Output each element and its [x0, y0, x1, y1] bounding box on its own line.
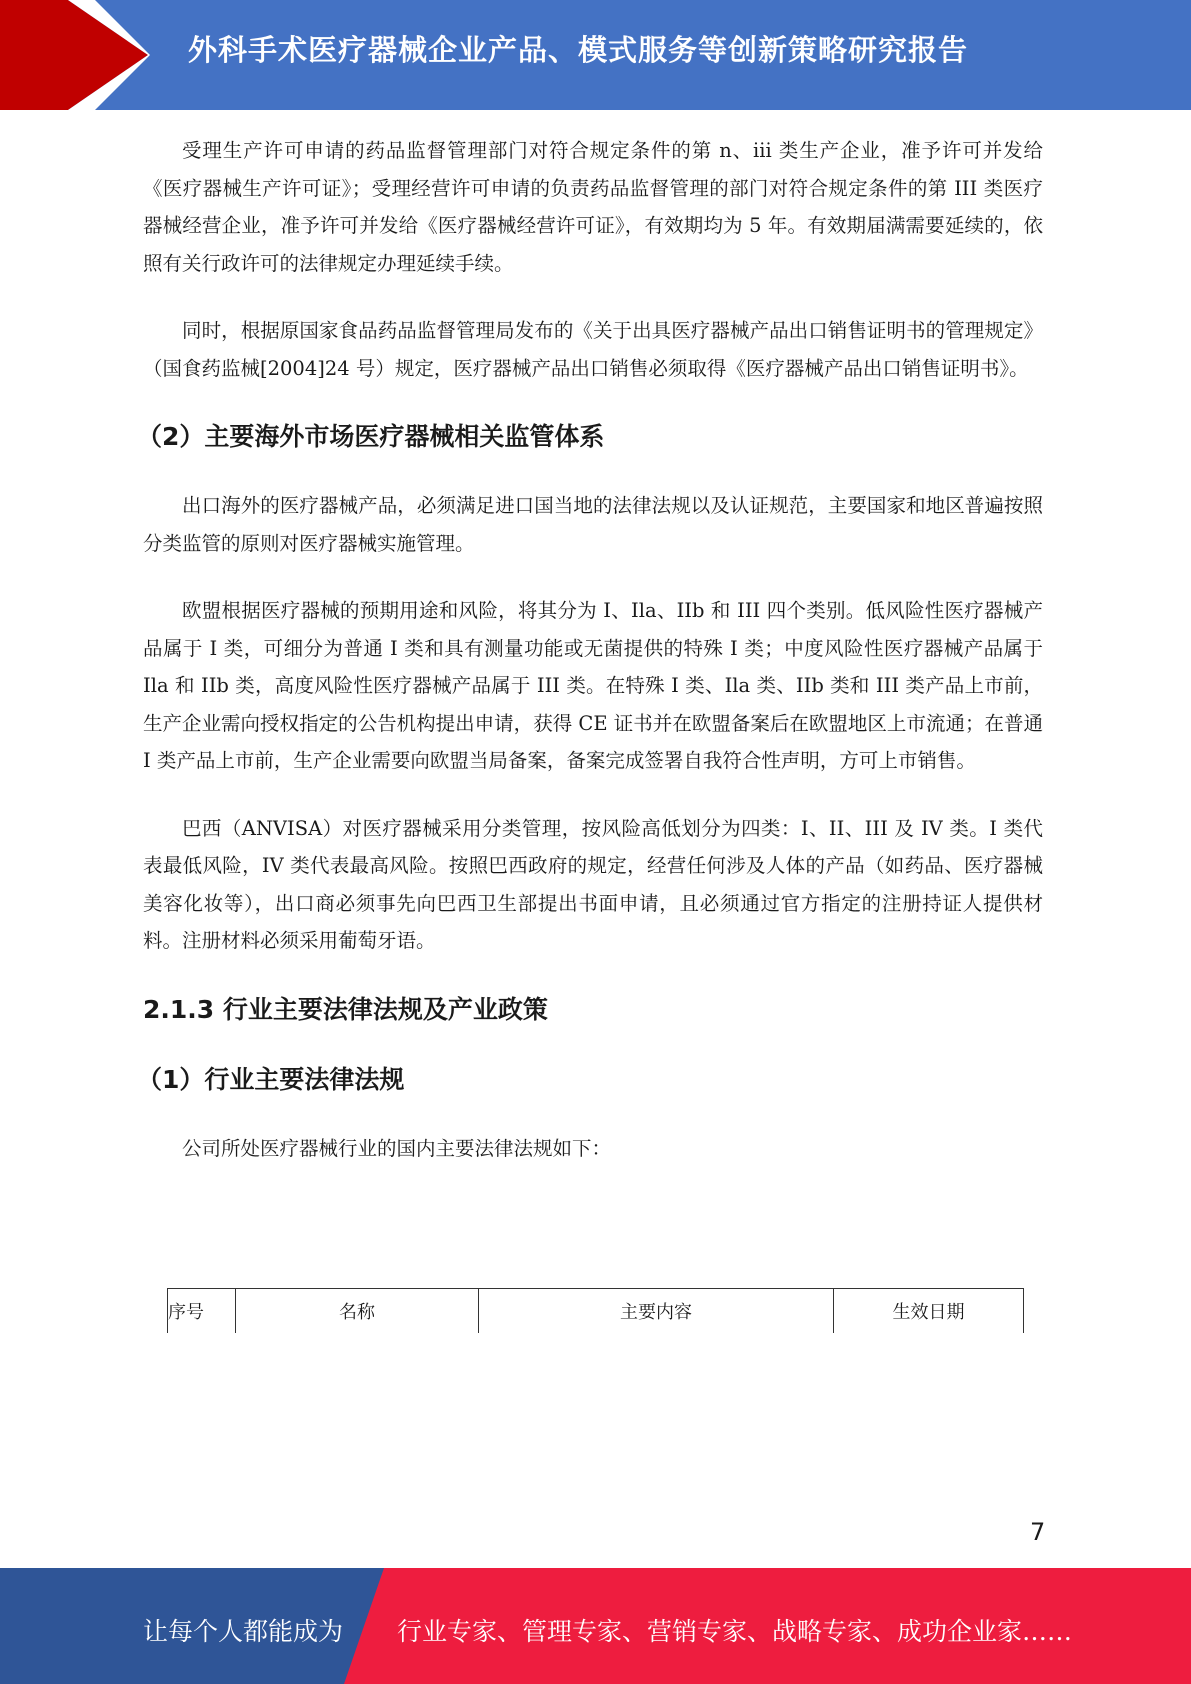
table-header-index: 序号 [168, 1289, 236, 1333]
laws-table-header [167, 1288, 1024, 1333]
page-number: 7 [1030, 1518, 1046, 1546]
paragraph-brazil-anvisa: 巴西（ANVISA）对医疗器械采用分类管理，按风险高低划分为四类：I、II、III 及 IV 类。I 类代表最低风险，IV 类代表最高风险。按照巴西政府的规定，经营任何涉及人体的产品（如药品、医疗器械美容化妆等），出口商必须事先向巴西卫生部提出书面申请，且必须通过官方指定的注册持证人提供材料。注册材料必须采用葡萄牙语。 [143, 816, 1043, 952]
heading-overseas-regulation: （2）主要海外市场医疗器械相关监管体系 [137, 422, 605, 451]
footer-slogan-right: 行业专家、管理专家、营销专家、战略专家、成功企业家…… [397, 1617, 1073, 1646]
page-body [137, 132, 1043, 1197]
report-title: 外科手术医疗器械企业产品、模式服务等创新策略研究报告 [188, 33, 969, 67]
heading-main-laws: （1）行业主要法律法规 [137, 1064, 405, 1094]
paragraph-license-approval: 受理生产许可申请的药品监督管理部门对符合规定条件的第 n、iii 类生产企业，准予许可并发给《医疗器械生产许可证》；受理经营许可申请的负责药品监督管理的部门对符合规定条件的第 III 类医疗器械经营企业，准予许可并发给《医疗器械经营许可证》，有效期均为 5 年。有效期届满需要延续的，依照有关行政许可的法律规定办理延续手续。 [143, 139, 1043, 275]
table-header-effective-date: 生效日期 [834, 1289, 1024, 1333]
section-heading-laws-policies: 2.1.3 行业主要法律法规及产业政策 [143, 994, 548, 1024]
table-header-content: 主要内容 [479, 1289, 834, 1333]
page-footer [0, 1568, 1191, 1684]
footer-slogan-left: 让每个人都能成为 [143, 1617, 344, 1646]
page-header [0, 0, 1191, 110]
paragraph-export-certificate: 同时，根据原国家食品药品监督管理局发布的《关于出具医疗器械产品出口销售证明书的管理规定》（国食药监械[2004]24 号）规定，医疗器械产品出口销售必须取得《医疗器械产品出口销售证明书》。 [143, 319, 1043, 380]
table-header-name: 名称 [236, 1289, 479, 1333]
paragraph-eu-classification: 欧盟根据医疗器械的预期用途和风险，将其分为 I、Ila、IIb 和 III 四个类别。低风险性医疗器械产品属于 I 类，可细分为普通 I 类和具有测量功能或无菌提供的特殊 I 类；中度风险性医疗器械产品属于 Ila 和 IIb 类，高度风险性医疗器械产品属于 III 类。在特殊 I 类、Ila 类、IIb 类和 III 类产品上市前，生产企业需向授权指定的公告机构提出申请，获得 CE 证书并在欧盟备案后在欧盟地区上市流通；在普通 I 类产品上市前，生产企业需要向欧盟当局备案，备案完成签署自我符合性声明，方可上市销售。 [143, 599, 1043, 772]
paragraph-laws-intro: 公司所处医疗器械行业的国内主要法律法规如下： [182, 1136, 612, 1160]
paragraph-export-requirements: 出口海外的医疗器械产品，必须满足进口国当地的法律法规以及认证规范，主要国家和地区普遍按照分类监管的原则对医疗器械实施管理。 [143, 494, 1043, 555]
